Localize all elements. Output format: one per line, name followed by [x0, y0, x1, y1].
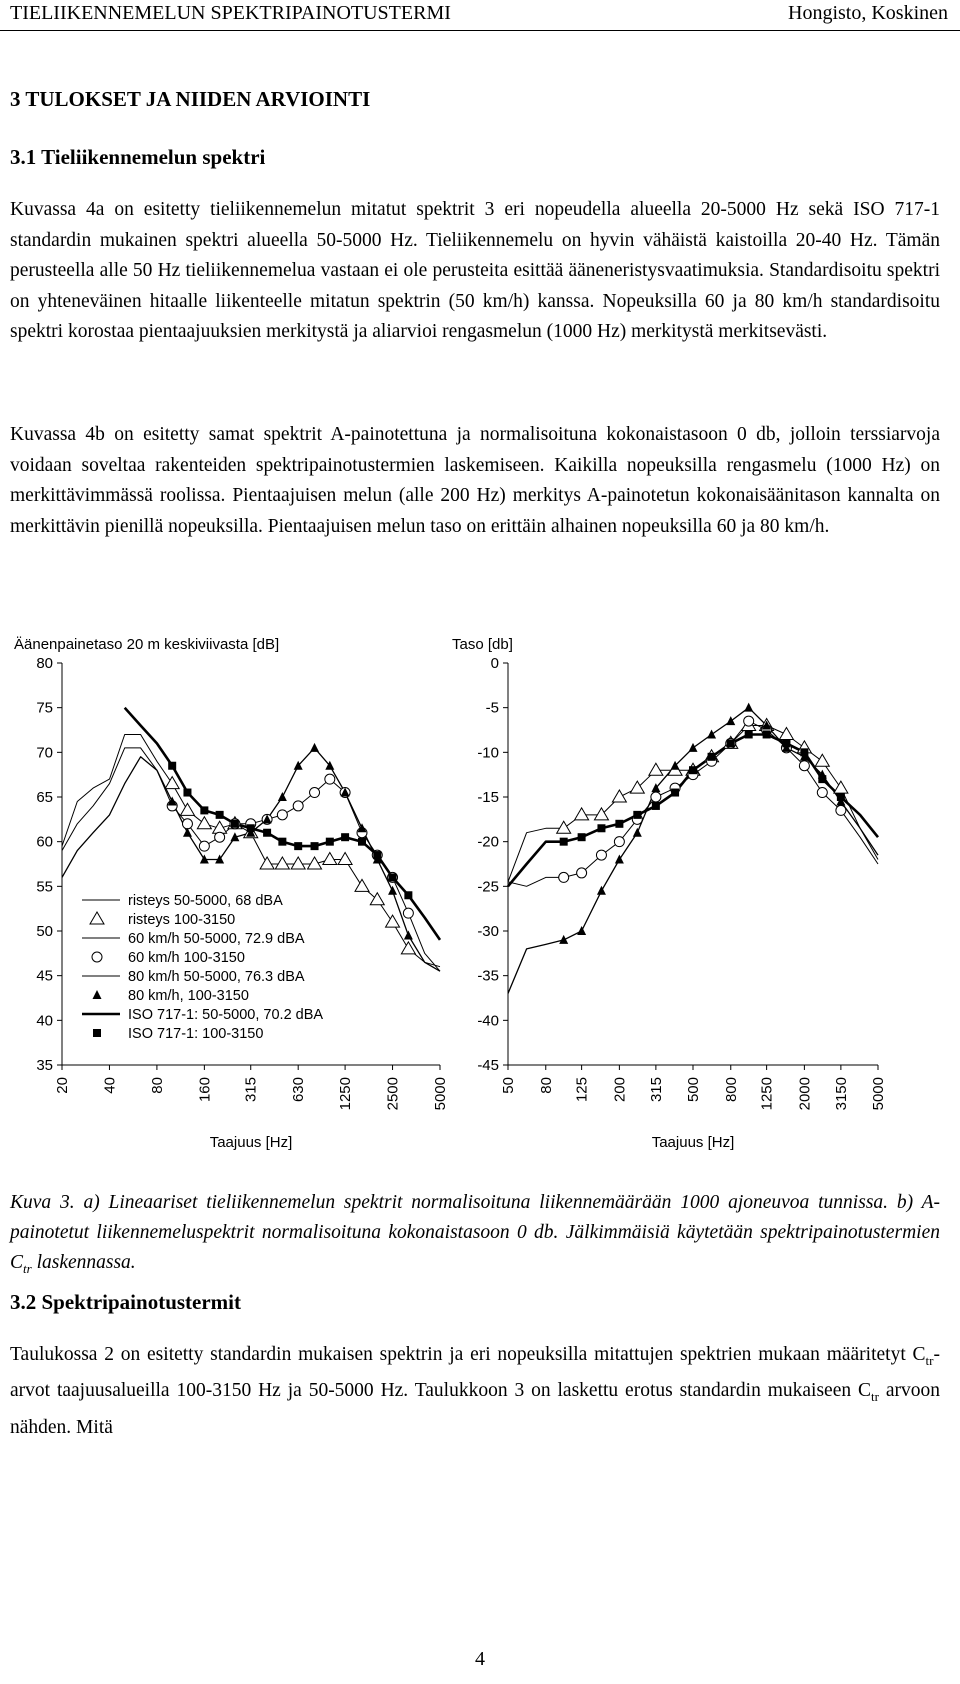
legend-label: 80 km/h, 100-3150 [128, 988, 249, 1004]
data-point-80-km-h [597, 886, 606, 895]
ctr-subscript-1: tr [925, 1352, 934, 1368]
section-3-heading: 3 TULOKSET JA NIIDEN ARVIOINTI [10, 87, 371, 111]
y-tick-label: 75 [36, 699, 53, 717]
x-tick-label: 800 [722, 1077, 740, 1103]
data-point-iso-717-1 [671, 789, 679, 797]
y-tick-label: -20 [477, 833, 499, 851]
data-point-risteys [649, 763, 663, 775]
chart-b [452, 636, 887, 1151]
figure-caption [10, 1188, 940, 1284]
data-point-iso-717-1 [311, 842, 319, 850]
data-point-risteys [197, 817, 211, 829]
y-tick-label: -30 [477, 923, 499, 940]
data-point-iso-717-1 [404, 891, 412, 899]
data-point-60-km-h [559, 872, 569, 882]
page-header [0, 0, 960, 31]
section-3-1-heading: 3.1 Tieliikennemelun spektri [10, 145, 266, 169]
data-point-60-km-h [403, 908, 413, 918]
data-point-60-km-h [182, 819, 192, 829]
data-point-iso-717-1 [615, 820, 623, 828]
data-point-iso-717-1 [727, 739, 735, 747]
data-point-iso-717-1 [278, 838, 286, 846]
data-point-iso-717-1 [652, 802, 660, 810]
y-tick-label: 40 [36, 1012, 53, 1030]
y-tick-label: 80 [36, 655, 53, 672]
data-point-80-km-h [689, 743, 698, 752]
data-point-60-km-h [651, 792, 661, 802]
x-tick-label: 315 [647, 1077, 665, 1103]
data-point-risteys [355, 879, 369, 891]
x-tick-label: 630 [290, 1077, 308, 1103]
legend-marker [92, 952, 102, 962]
chart-title: Taso [db] [452, 636, 513, 653]
caption-subscript: tr [23, 1260, 32, 1276]
x-tick-label: 20 [54, 1077, 71, 1094]
y-tick-label: 45 [36, 967, 53, 985]
data-point-80-km-h [726, 716, 735, 725]
data-point-60-km-h [215, 832, 225, 842]
y-tick-label: -10 [477, 744, 499, 762]
data-point-80-km-h [183, 828, 192, 837]
y-tick-label: 0 [490, 655, 499, 672]
data-point-60-km-h [293, 801, 303, 811]
y-tick-label: 60 [36, 833, 53, 851]
data-point-iso-717-1 [216, 811, 224, 819]
caption-end: laskennassa. [31, 1252, 136, 1273]
y-tick-label: -35 [477, 967, 499, 985]
data-point-iso-717-1 [578, 833, 586, 841]
data-point-60-km-h [836, 805, 846, 815]
legend-label: 60 km/h 100-3150 [128, 950, 245, 966]
paragraph-3 [10, 1340, 940, 1443]
figure-3 [0, 625, 960, 1185]
x-tick-label: 125 [573, 1077, 591, 1103]
data-point-60-km-h [817, 788, 827, 798]
data-point-80-km-h [577, 926, 586, 935]
data-point-60-km-h [199, 841, 209, 851]
data-point-iso-717-1 [263, 829, 271, 837]
data-point-80-km-h [278, 792, 287, 801]
data-point-iso-717-1 [633, 811, 641, 819]
data-point-risteys [779, 727, 793, 739]
data-point-iso-717-1 [782, 739, 790, 747]
data-point-iso-717-1 [763, 730, 771, 738]
chart-a [14, 636, 449, 1151]
data-point-60-km-h [744, 716, 754, 726]
data-point-risteys [557, 821, 571, 833]
data-point-iso-717-1 [358, 838, 366, 846]
data-point-iso-717-1 [800, 748, 808, 756]
ctr-subscript-2: tr [871, 1389, 879, 1405]
y-tick-label: 65 [36, 789, 53, 806]
data-point-risteys [180, 803, 194, 815]
x-tick-label: 160 [196, 1077, 214, 1103]
data-point-iso-717-1 [168, 762, 176, 770]
data-point-60-km-h [596, 850, 606, 860]
data-point-iso-717-1 [326, 838, 334, 846]
data-point-80-km-h [559, 935, 568, 944]
data-point-iso-717-1 [341, 833, 349, 841]
y-tick-label: 50 [36, 923, 53, 940]
data-point-risteys [386, 915, 400, 927]
x-tick-label: 50 [500, 1077, 517, 1094]
x-axis-label: Taajuus [Hz] [209, 1134, 293, 1151]
y-tick-label: 55 [36, 878, 53, 896]
x-tick-label: 5000 [432, 1077, 449, 1111]
y-tick-label: 35 [36, 1057, 53, 1074]
data-point-80-km-h [744, 703, 753, 712]
data-point-60-km-h [799, 761, 809, 771]
page-number: 4 [475, 1648, 485, 1670]
paragraph-3-part-b: -arvot taajuusalueilla 100-3150 Hz ja 50-5000 Hz. Taulukkoon 3 on laskettu erotus standardin mukaiseen C [10, 1344, 940, 1402]
x-tick-label: 3150 [832, 1077, 850, 1111]
data-point-iso-717-1 [818, 775, 826, 783]
legend-label: risteys 50-5000, 68 dBA [128, 893, 283, 909]
legend-marker [93, 990, 102, 999]
x-tick-label: 500 [685, 1077, 702, 1103]
data-point-iso-717-1 [373, 851, 381, 859]
x-tick-label: 80 [537, 1077, 555, 1094]
data-point-iso-717-1 [389, 873, 397, 881]
y-tick-label: -15 [477, 789, 499, 806]
data-point-iso-717-1 [200, 806, 208, 814]
paragraph-3-part-c: arvoon nähden. Mitä [10, 1380, 941, 1438]
data-point-60-km-h [310, 788, 320, 798]
y-tick-label: -45 [477, 1057, 499, 1074]
y-tick-label: -5 [485, 699, 499, 717]
x-tick-label: 1250 [337, 1077, 355, 1111]
paragraph-3-part-a: Taulukossa 2 on esitetty standardin mukaisen spektrin ja eri nopeuksilla mitattujen spektrien mukaan määritetyt C [10, 1344, 926, 1365]
x-tick-label: 80 [148, 1077, 166, 1094]
data-point-iso-717-1 [247, 824, 255, 832]
x-tick-label: 40 [101, 1077, 119, 1094]
legend-label: ISO 717-1: 50-5000, 70.2 dBA [128, 1007, 324, 1023]
data-point-risteys [575, 808, 589, 820]
data-point-iso-717-1 [708, 753, 716, 761]
data-point-80-km-h [404, 930, 413, 939]
x-tick-label: 315 [242, 1077, 260, 1103]
header-title: TIELIIKENNEMELUN SPEKTRIPAINOTUSTERMI [10, 2, 451, 24]
data-point-risteys [338, 853, 352, 865]
data-point-iso-717-1 [597, 824, 605, 832]
x-tick-label: 5000 [870, 1077, 887, 1111]
data-point-risteys [291, 857, 305, 869]
data-point-risteys [815, 754, 829, 766]
data-point-80-km-h [707, 729, 716, 738]
data-point-risteys [275, 857, 289, 869]
legend-marker [93, 1029, 101, 1037]
data-point-risteys [834, 781, 848, 793]
data-point-risteys [612, 790, 626, 802]
data-point-iso-717-1 [745, 730, 753, 738]
chart-title: Äänenpainetaso 20 m keskiviivasta [dB] [14, 636, 280, 653]
section-3-2-heading: 3.2 Spektripainotustermit [10, 1290, 241, 1314]
y-tick-label: -40 [477, 1012, 499, 1030]
paragraph-1: Kuvassa 4a on esitetty tieliikennemelun mitatut spektrit 3 eri nopeudella alueella 20-5000 Hz sekä ISO 717-1 standardin mukainen spektri alueella 50-5000 Hz. Tieliikennemelu on hyvin vähäistä kaistoilla 20-40 Hz. Tämän perusteella alle 50 Hz tieliikennemelua vastaan ei ole perusteita esittää ääneneristysvaatimuksia. Standardisoitu spektri on yhteneväinen hitaalle liikenteelle mitatun spektrin (50 km/h) kanssa. Nopeuksilla 60 ja 80 km/h standardisoitu spektri korostaa pientaajuuksien merkitystä ja aliarvioi rengasmelun (1000 Hz) merkitystä merkitsevästi. [10, 199, 940, 342]
x-tick-label: 200 [611, 1077, 629, 1103]
data-point-iso-717-1 [837, 793, 845, 801]
data-point-iso-717-1 [689, 766, 697, 774]
legend-label: 80 km/h 50-5000, 76.3 dBA [128, 969, 305, 985]
x-tick-label: 2000 [796, 1077, 814, 1111]
data-point-80-km-h [310, 743, 319, 752]
y-tick-label: 70 [36, 744, 53, 762]
data-point-risteys [260, 857, 274, 869]
data-point-60-km-h [614, 837, 624, 847]
data-point-risteys [323, 853, 337, 865]
header-authors: Hongisto, Koskinen [788, 2, 948, 24]
legend-label: risteys 100-3150 [128, 912, 236, 928]
data-point-60-km-h [577, 868, 587, 878]
x-tick-label: 1250 [758, 1077, 776, 1111]
x-axis-label: Taajuus [Hz] [651, 1134, 735, 1151]
caption-text: Kuva 3. a) Lineaariset tieliikennemelun spektrit normalisoituna liikennemäärään 1000 ajoneuvoa tunnissa. b) A-painotetut liikennemeluspektrit normalisoituna kokonaistasoon 0 db. Jälkimmäisiä käytetään spektripainotustermien C [10, 1192, 940, 1273]
data-point-iso-717-1 [183, 789, 191, 797]
data-point-risteys [165, 777, 179, 789]
y-tick-label: -25 [477, 878, 499, 896]
data-point-iso-717-1 [560, 838, 568, 846]
legend-label: ISO 717-1: 100-3150 [128, 1026, 264, 1042]
legend-label: 60 km/h 50-5000, 72.9 dBA [128, 931, 305, 947]
data-point-80-km-h [633, 828, 642, 837]
data-point-risteys [370, 893, 384, 905]
paragraph-2: Kuvassa 4b on esitetty samat spektrit A-painotettuna ja normalisoituna kokonaistasoon 0 db, jolloin terssiarvoja voidaan soveltaa rakenteiden spektripainotustermien laskemiseen. Kaikilla nopeuksilla rengasmelu (1000 Hz) on merkittävimmässä roolissa. Pientaajuisen melun (alle 200 Hz) merkitys A-painotetun kokonaisäänitason kannalta on merkittävin pienillä nopeuksilla. Pientaajuisen melun taso on erittäin alhainen nopeuksilla 60 ja 80 km/h. [10, 424, 940, 537]
data-point-iso-717-1 [294, 842, 302, 850]
data-point-80-km-h [388, 886, 397, 895]
data-point-60-km-h [277, 810, 287, 820]
x-tick-label: 2500 [384, 1077, 402, 1111]
data-point-iso-717-1 [231, 820, 239, 828]
data-point-60-km-h [325, 774, 335, 784]
legend-marker [90, 912, 104, 924]
